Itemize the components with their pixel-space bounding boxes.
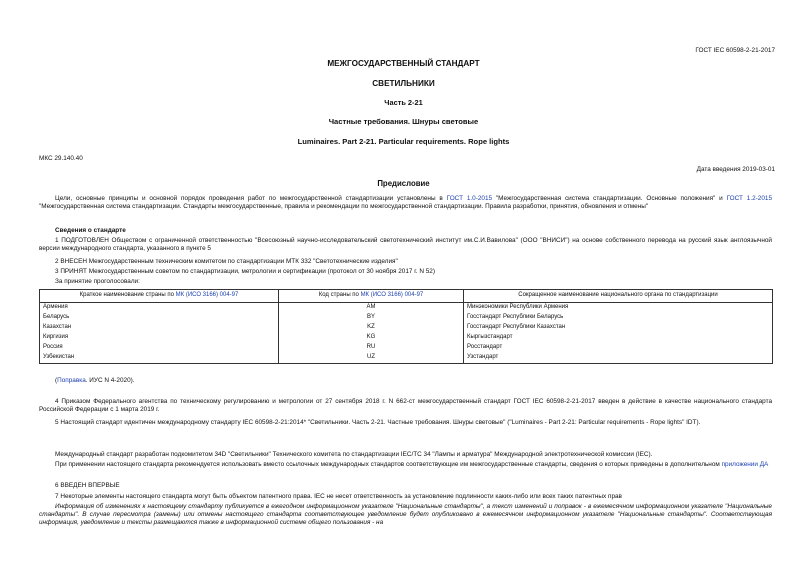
mk-iso-link[interactable]: МК (ИСО 3166) 004-97 <box>360 292 424 299</box>
item-4-order: 4 Приказом Федерального агентства по техническому регулированию и метрологии от 27 сентября 2018 г. N 662-ст межгосударственный стандарт ГОСТ IEC 60598-2-21-2017 введен в действие в качестве национального стандарта Российской Федерации с 1 марта 2019 г. <box>39 398 772 413</box>
table-row <box>40 343 773 353</box>
gost-1-0-link[interactable]: ГОСТ 1.0-2015 <box>446 195 493 202</box>
amendment-text: . ИУС N 4-2020). <box>85 377 135 384</box>
preface-text-2: "Межгосударственная система стандартизации. Основные положения" и <box>492 195 727 202</box>
national-body-cell: Минэкономики Республики Армения <box>464 303 773 314</box>
country-cell: Беларусь <box>40 313 279 323</box>
country-header-text: Краткое наименование страны по <box>79 292 176 299</box>
countries-table <box>39 289 773 364</box>
national-body-cell: Узстандарт <box>464 353 773 364</box>
international-developer-note: Международный стандарт разработан подкомитетом 34D "Светильники" Технического комитета по стандартизации IEC/TC 34 "Лампы и арматура" Международной электротехнической комиссии (IEC). <box>55 451 653 458</box>
national-body-cell: Кыргызстандарт <box>464 333 773 343</box>
mks-code: МКС 29.140.40 <box>39 155 83 162</box>
national-body-cell: Госстандарт Республики Беларусь <box>464 313 773 323</box>
standard-type-title: МЕЖГОСУДАРСТВЕННЫЙ СТАНДАРТ <box>327 59 480 68</box>
subtitle-russian: Частные требования. Шнуры световые <box>328 117 479 126</box>
application-text: При применении настоящего стандарта рекомендуется использовать вместо ссылочных международных стандартов соответствующие им межгосударственные стандарты, сведения о которых приведены в дополнительном <box>55 461 722 468</box>
table-row <box>40 323 773 333</box>
subtitle-english: Luminaires. Part 2-21. Particular requirements. Rope lights <box>297 137 510 146</box>
table-row <box>40 353 773 364</box>
national-body-cell: Госстандарт Республики Казахстан <box>464 323 773 333</box>
item-5-identical: 5 Настоящий стандарт идентичен международному стандарту IEC 60598-2-21:2014* "Светильники. Часть 2-21. Частные требования. Шнуры световые" ("Luminaires - Part 2-21: Particular requirements - Rope lights" IDT). <box>55 419 701 426</box>
mk-iso-link[interactable]: МК (ИСО 3166) 004-97 <box>175 292 239 299</box>
national-body-cell: Росстандарт <box>464 343 773 353</box>
code-cell: BY <box>279 313 464 323</box>
item-2-submitted: 2 ВНЕСЕН Межгосударственным техническим комитетом по стандартизации МТК 332 "Светотехнические изделия" <box>55 258 398 265</box>
gost-1-2-link[interactable]: ГОСТ 1.2-2015 <box>726 195 773 202</box>
table-header-row <box>40 290 773 303</box>
code-cell: KG <box>279 333 464 343</box>
standard-info-heading: Сведения о стандарте <box>55 227 126 234</box>
item-7-patent: 7 Некоторые элементы настоящего стандарта могут быть объектом патентного права. IEC не несет ответственность за установление подлинности каких-либо или всех таких патентных прав <box>55 493 622 500</box>
preface-text-3: "Межгосударственная система стандартизации. Стандарты межгосударственные, правила и рекомендации по межгосударственной стандартизации. Правила разработки, принятия, обновления и отмены" <box>39 203 649 210</box>
code-cell: UZ <box>279 353 464 364</box>
item-3-adopted: 3 ПРИНЯТ Межгосударственным советом по стандартизации, метрологии и сертификации (протокол от 30 ноября 2017 г. N 52) <box>55 268 435 275</box>
code-header-text: Код страны по <box>318 292 361 299</box>
table-row <box>40 303 773 314</box>
item-1-prepared: 1 ПОДГОТОВЛЕН Обществом с ограниченной ответственностью "Всесоюзный научно-исследовательский светотехнический институт им.С.И.Вавилова" (ООО "ВНИСИ") на основе собственного перевода на русский язык англоязычной версии международного стандарта, указанного в пункте 5 <box>39 237 772 252</box>
standard-title: СВЕТИЛЬНИКИ <box>372 79 435 88</box>
column-header-country <box>40 290 279 303</box>
table-row <box>40 313 773 323</box>
country-cell: Россия <box>40 343 279 353</box>
introduction-date: Дата введения 2019-03-01 <box>696 166 775 173</box>
preface-paragraph <box>39 195 772 211</box>
table-row <box>40 333 773 343</box>
amendment-open: ( <box>55 377 58 384</box>
country-cell: Узбекистан <box>40 353 279 364</box>
part-number: Часть 2-21 <box>384 98 423 107</box>
column-header-body: Сокращенное наименование национального органа по стандартизации <box>464 290 773 303</box>
code-cell: RU <box>279 343 464 353</box>
country-cell: Казахстан <box>40 323 279 333</box>
code-cell: KZ <box>279 323 464 333</box>
annex-da-link[interactable]: приложении ДА <box>721 461 769 468</box>
changes-info-note: Информация об изменениях к настоящему стандарту публикуется в ежегодном информационном указателе "Национальные стандарты", а текст изменений и поправок - в ежемесячном информационном указателе "Национальные стандарты". В случае пересмотра (замены) или отмены настоящего стандарта соответствующее уведомление будет опубликовано в ежемесячном информационном указателе "Национальные стандарты". Соответствующая информация, уведомление и тексты размещаются также в информационной системе общего пользования - на <box>39 503 772 526</box>
preface-text-1: Цели, основные принципы и основной порядок проведения работ по межгосударственной стандартизации установлены в <box>55 195 447 202</box>
country-cell: Армения <box>40 303 279 314</box>
code-cell: AM <box>279 303 464 314</box>
column-header-code <box>279 290 464 303</box>
document-id: ГОСТ IEC 60598-2-21-2017 <box>695 47 775 54</box>
amendment-link[interactable]: Поправка <box>57 377 86 384</box>
application-note <box>39 461 772 469</box>
preface-heading: Предисловие <box>377 179 430 188</box>
voted-label: За принятие проголосовали: <box>55 278 140 285</box>
item-6-first-introduced: 6 ВВЕДЕН ВПЕРВЫЕ <box>55 482 120 489</box>
country-cell: Киргизия <box>40 333 279 343</box>
amendment-note <box>55 377 772 385</box>
